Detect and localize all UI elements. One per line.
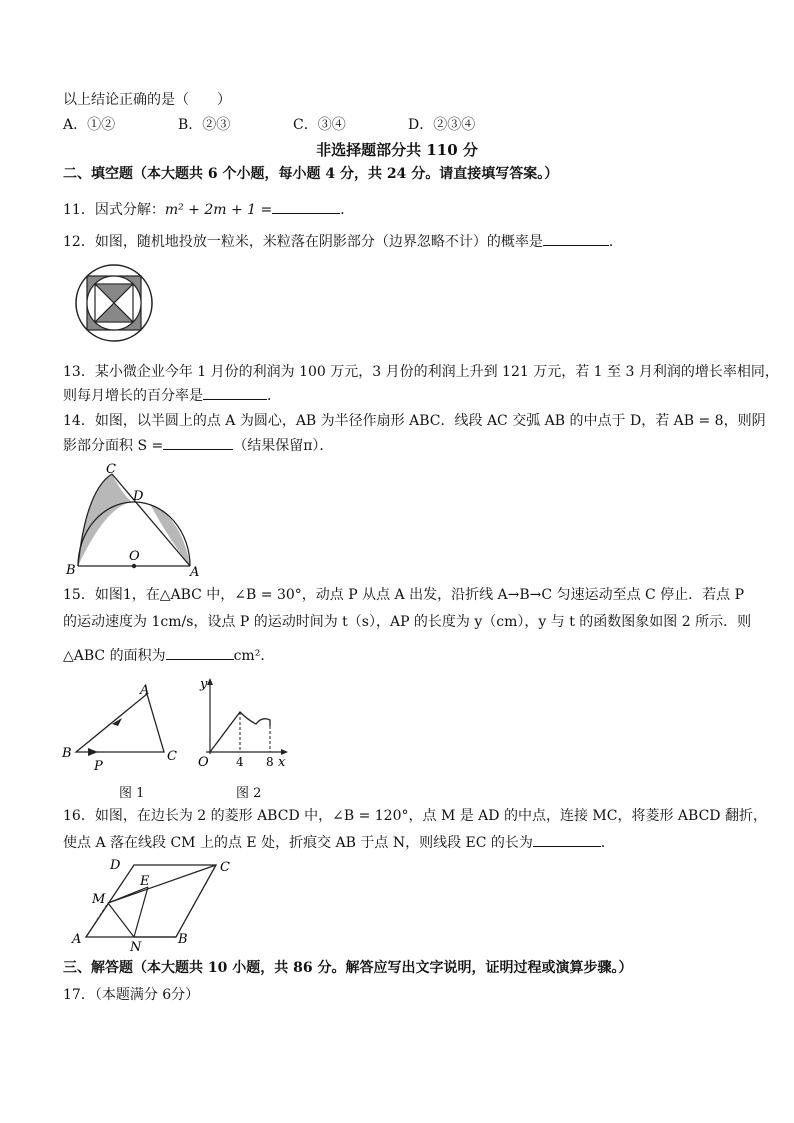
segment-mc [108, 865, 216, 903]
q16-line2-suffix: ． [600, 835, 615, 851]
shaded-region-right [150, 504, 190, 566]
q15-line3 [63, 645, 274, 666]
label-d: D [110, 858, 121, 873]
tick-label-4: 4 [236, 755, 244, 769]
q15-figure-1 [62, 682, 192, 772]
label-b: B [66, 563, 76, 578]
label-x: x [278, 755, 286, 770]
label-y: y [200, 677, 208, 692]
q12 [63, 231, 623, 252]
q14-line2 [63, 435, 333, 456]
q12-answer-blank[interactable] [543, 231, 609, 246]
segment-en [134, 887, 148, 937]
q16-figure [70, 855, 240, 955]
q15-figure-2 [196, 674, 296, 774]
label-o: O [129, 549, 140, 564]
label-m: M [92, 892, 106, 907]
label-c: C [167, 749, 177, 764]
label-a: A [72, 932, 82, 947]
q15-line1: 15．如图1，在△ABC 中，∠B = 30°，动点 P 从点 A 出发，沿折线 A→B→C 匀速运动至点 C 停止．若点 P [63, 587, 745, 603]
label-c: C [220, 860, 230, 875]
q13-suffix: ． [267, 388, 281, 404]
rhombus-abcd [86, 865, 216, 937]
q11-suffix: ． [340, 202, 355, 218]
q13-line2-text: 则每月增长的百分率是 [63, 388, 203, 404]
q16-answer-blank[interactable] [533, 832, 601, 847]
label-b: B [62, 746, 72, 761]
q14-line1: 14．如图，以半圆上的点 A 为圆心，AB 为半径作扇形 ABC．线段 AC 交弧 AB 的中点于 D，若 AB = 8，则阴 [63, 413, 766, 429]
q14-figure [60, 462, 210, 578]
label-p: P [94, 759, 103, 774]
q12-suffix: ． [608, 234, 623, 250]
q15-line3-prefix: △ABC 的面积为 [63, 648, 166, 664]
q13-line2 [63, 385, 281, 406]
q12-figure [67, 263, 161, 343]
label-e: E [140, 874, 150, 889]
section-title: 非选择题部分共 110 分 [316, 141, 478, 159]
label-a: A [190, 565, 200, 580]
center-point-o [132, 564, 136, 568]
q11-prefix: 11．因式分解： [63, 202, 165, 218]
q15-fig1-caption: 图 1 [119, 786, 145, 801]
label-n: N [130, 940, 142, 955]
q11-expr: m² + 2m + 1 = [164, 202, 273, 218]
label-d: D [133, 489, 144, 504]
option-d: D．②③④ [408, 117, 476, 133]
y-axis-arrow [207, 678, 213, 685]
q14-answer-blank[interactable] [163, 435, 233, 450]
q17-title: 17．（本题满分 6分） [63, 987, 200, 1003]
q11-answer-blank[interactable] [272, 199, 340, 214]
q16-line2-prefix: 使点 A 落在线段 CM 上的点 E 处，折痕交 AB 于点 N，则线段 EC 的长为 [63, 835, 533, 851]
section3-heading: 三、解答题（本大题共 10 小题，共 86 分。解答应写出文字说明，证明过程或演算步骤。） [63, 960, 633, 976]
label-c: C [106, 462, 116, 477]
q15-fig2-caption: 图 2 [236, 786, 262, 801]
segment-ac [112, 474, 190, 566]
q16-line2 [63, 832, 615, 853]
q15-line3-suffix: cm²． [233, 648, 275, 664]
section2-heading: 二、填空题（本大题共 6 个小题，每小题 4 分，共 24 分。请直接填写答案。） [63, 166, 559, 182]
triangle-abc [76, 694, 164, 752]
tick-label-8: 8 [266, 755, 274, 769]
arrow-on-bc [88, 748, 98, 756]
label-b: B [178, 932, 188, 947]
q13-line1: 13．某小微企业今年 1 月份的利润为 100 万元，3 月份的利润上升到 121 万元，若 1 至 3 月利润的增长率相同， [63, 364, 779, 380]
q11 [63, 199, 354, 220]
label-o: O [198, 755, 209, 770]
option-b: B．②③ [178, 117, 231, 133]
q16-line1: 16．如图，在边长为 2 的菱形 ABCD 中，∠B = 120°，点 M 是 AD 的中点，连接 MC，将菱形 ABCD 翻折， [63, 808, 767, 824]
crease-mn [108, 903, 134, 937]
label-a: A [140, 683, 150, 698]
q15-line2: 的运动速度为 1cm/s，设点 P 的运动时间为 t（s），AP 的长度为 y（cm），y 与 t 的函数图象如图 2 所示．则 [63, 614, 752, 630]
q12-text: 12．如图，随机地投放一粒米，米粒落在阴影部分（边界忽略不计）的概率是 [63, 234, 543, 250]
option-c: C．③④ [293, 117, 346, 133]
q14-line2-prefix: 影部分面积 S = [63, 438, 164, 454]
option-a: A．①② [63, 117, 116, 133]
q15-answer-blank[interactable] [166, 645, 234, 660]
q13-answer-blank[interactable] [203, 385, 267, 400]
q14-line2-suffix: （结果保留π）． [233, 438, 334, 454]
q10-stem: 以上结论正确的是（ ） [63, 92, 231, 108]
